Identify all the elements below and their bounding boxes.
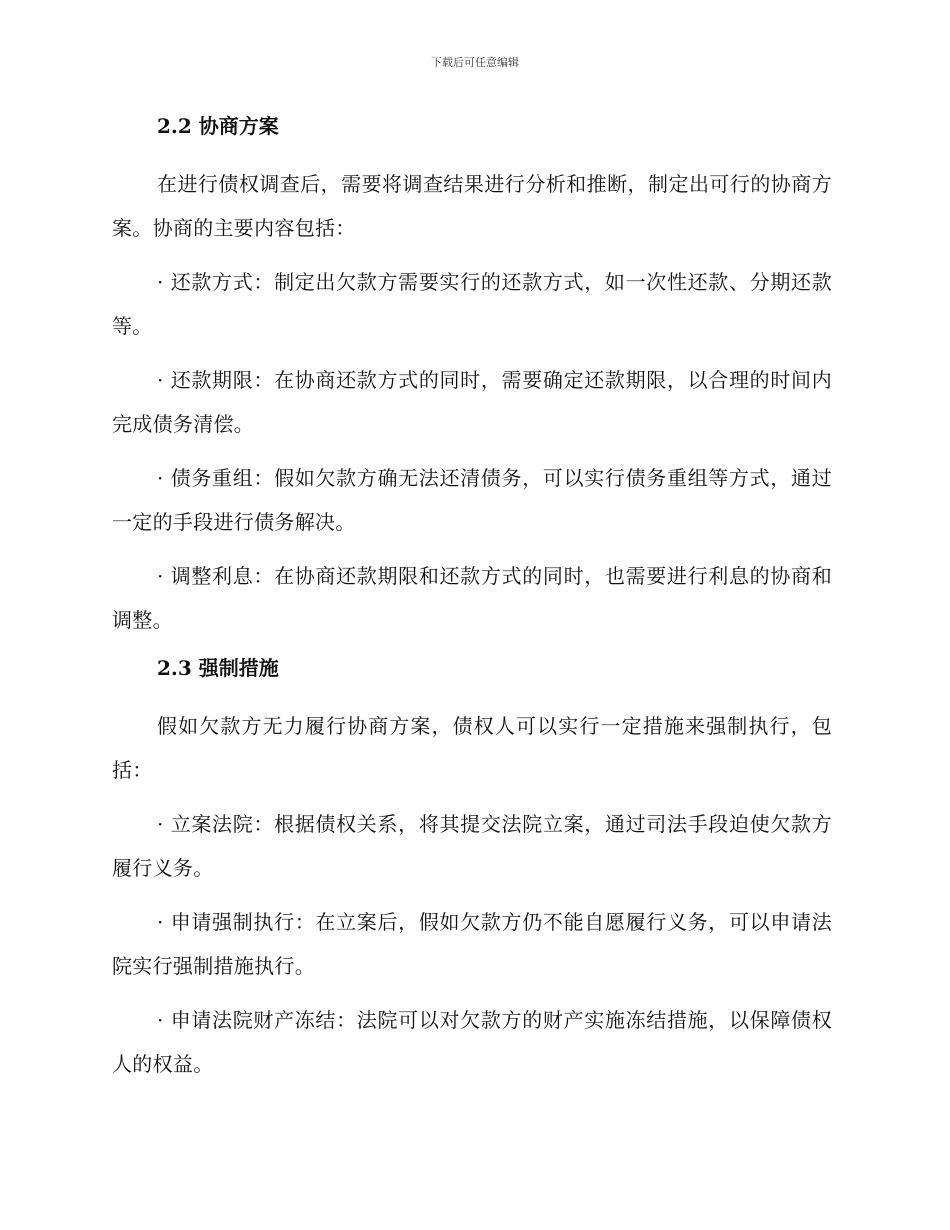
list-item-debt-restructuring: · 债务重组：假如欠款方确无法还清债务，可以实行债务重组等方式，通过一定的手段进行债务解决。 bbox=[112, 466, 832, 534]
section-2-3-intro: 假如欠款方无力履行协商方案，债权人可以实行一定措施来强制执行，包括： bbox=[112, 714, 832, 782]
section-heading-2-3: 2.3 强制措施 bbox=[157, 656, 279, 680]
list-item-court-filing: · 立案法院：根据债权关系，将其提交法院立案，通过司法手段迫使欠款方履行义务。 bbox=[112, 812, 832, 880]
list-item-asset-freeze: · 申请法院财产冻结：法院可以对欠款方的财产实施冻结措施，以保障债权人的权益。 bbox=[112, 1008, 832, 1076]
list-item-repayment-method: · 还款方式：制定出欠款方需要实行的还款方式，如一次性还款、分期还款等。 bbox=[112, 270, 832, 338]
page-header-note: 下载后可任意编辑 bbox=[431, 56, 519, 69]
section-2-2-intro: 在进行债权调查后，需要将调查结果进行分析和推断，制定出可行的协商方案。协商的主要内容包括： bbox=[112, 172, 832, 240]
list-item-interest-adjustment: · 调整利息：在协商还款期限和还款方式的同时，也需要进行利息的协商和调整。 bbox=[112, 564, 832, 632]
list-item-repayment-term: · 还款期限：在协商还款方式的同时，需要确定还款期限，以合理的时间内完成债务清偿。 bbox=[112, 368, 832, 436]
section-heading-2-2: 2.2 协商方案 bbox=[157, 114, 279, 138]
document-body bbox=[112, 110, 832, 1086]
list-item-enforcement-application: · 申请强制执行：在立案后，假如欠款方仍不能自愿履行义务，可以申请法院实行强制措施执行。 bbox=[112, 910, 832, 978]
